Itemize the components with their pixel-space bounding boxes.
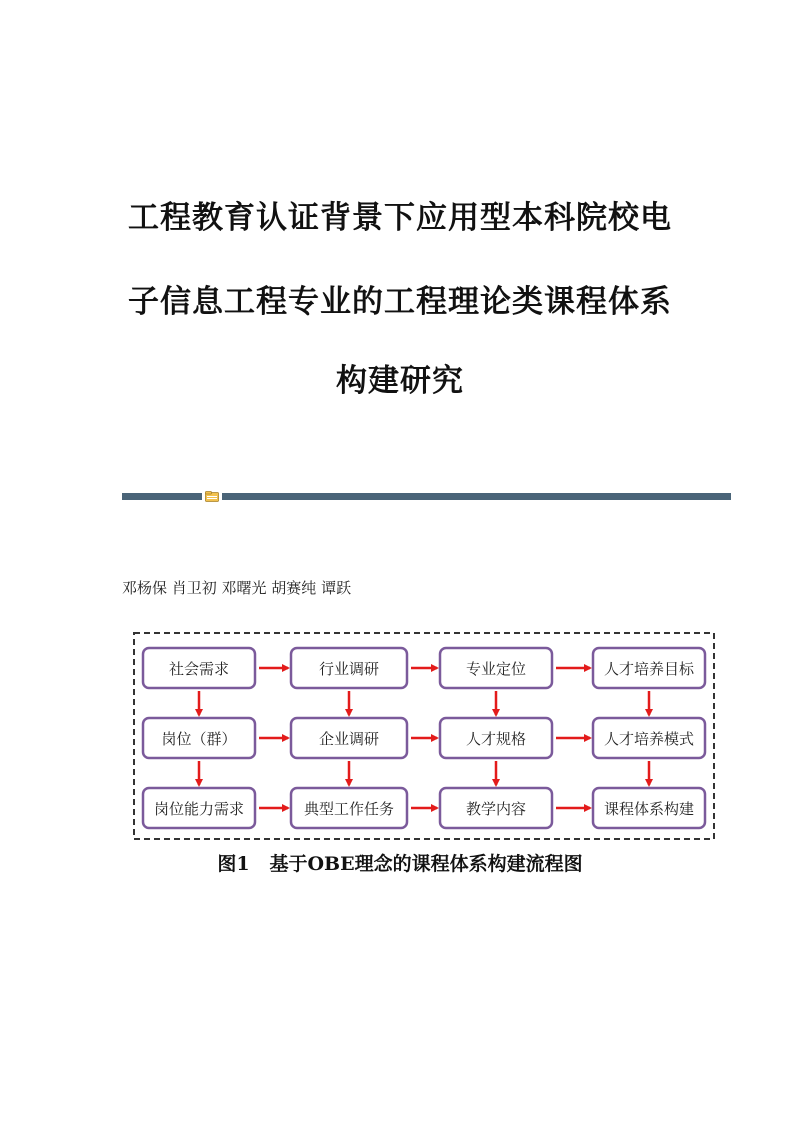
flow-node-label: 人才规格	[465, 730, 527, 748]
caption-label: 图1	[217, 853, 250, 875]
flow-node-label: 教学内容	[465, 800, 527, 818]
flow-node-label: 典型工作任务	[303, 800, 395, 818]
flowchart-diagram	[133, 632, 715, 840]
flow-node	[440, 648, 552, 688]
folder-icon	[205, 491, 219, 502]
divider-bar-left	[122, 493, 202, 500]
flow-node	[593, 788, 705, 828]
title-line-1: 工程教育认证背景下应用型本科院校电	[128, 200, 672, 236]
flow-node	[143, 788, 255, 828]
flow-node-label: 专业定位	[465, 660, 527, 678]
flow-node-label: 岗位能力需求	[153, 800, 245, 818]
flow-node-label: 课程体系构建	[603, 800, 695, 818]
caption-text: 基于OBE理念的课程体系构建流程图	[269, 853, 583, 875]
flow-node	[291, 788, 407, 828]
flow-node-label: 人才培养目标	[603, 660, 695, 678]
flowchart-figure	[133, 632, 715, 840]
flow-node-label: 行业调研	[318, 660, 380, 678]
flow-node-label: 岗位（群）	[161, 730, 237, 748]
title-line-3: 构建研究	[336, 363, 464, 399]
flow-node	[143, 648, 255, 688]
flow-node-label: 人才培养模式	[603, 730, 695, 748]
figure-caption	[0, 849, 800, 876]
flow-node	[143, 718, 255, 758]
divider-bar-right	[222, 493, 731, 500]
flow-node-label: 社会需求	[168, 660, 230, 678]
flow-node	[593, 718, 705, 758]
flow-node	[440, 718, 552, 758]
flow-node-label: 企业调研	[318, 730, 380, 748]
flow-node	[291, 648, 407, 688]
flow-node	[593, 648, 705, 688]
author-list: 邓杨保 肖卫初 邓曙光 胡赛纯 谭跃	[122, 579, 352, 597]
flow-node	[440, 788, 552, 828]
title-line-2: 子信息工程专业的工程理论类课程体系	[128, 284, 672, 320]
flow-node	[291, 718, 407, 758]
